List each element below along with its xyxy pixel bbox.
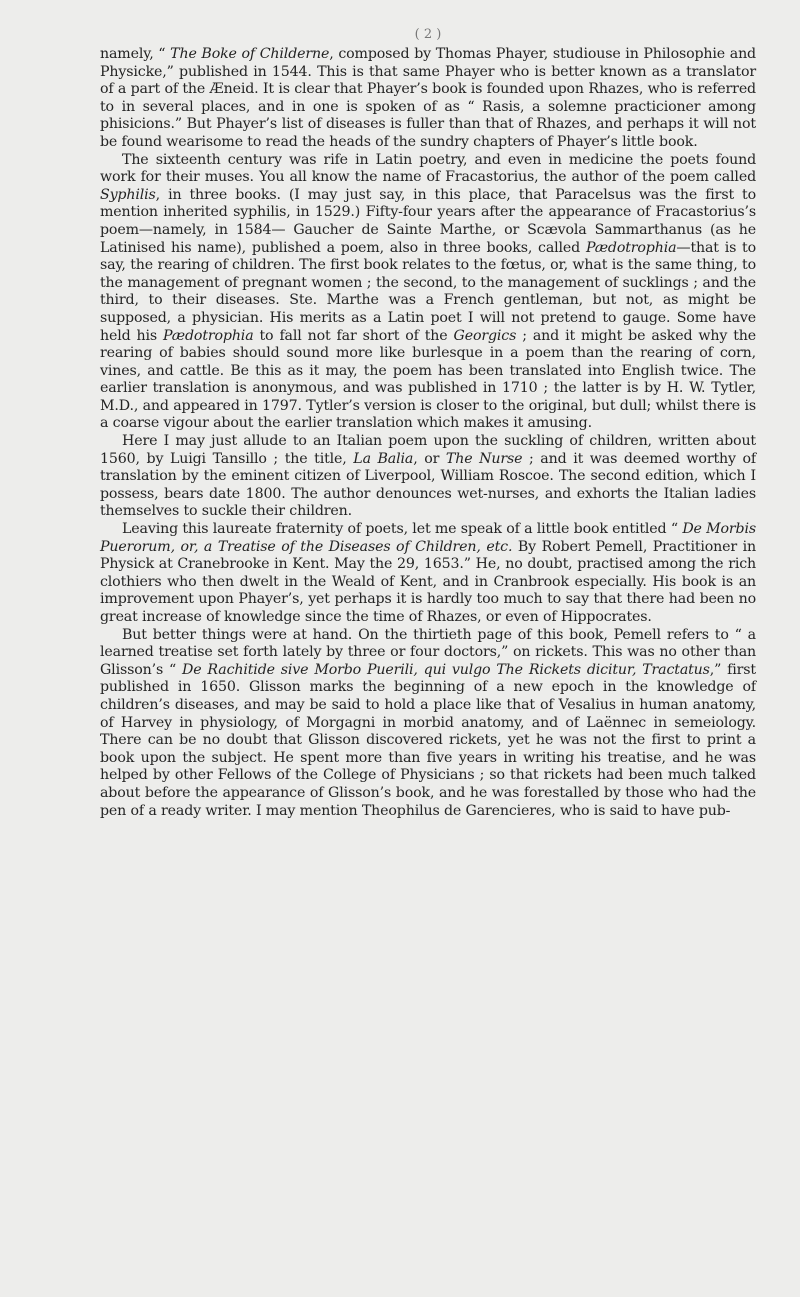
italic-run: Georgics [453,327,517,344]
italic-run: Syphilis [100,186,156,203]
text-run: ; and it might be asked why the rearing of babies should sound more like burlesque in a poem than the rearing of corn, vines, and cattle. Be this as it may, the poem has been translated into English twice. The earlier translation is anonymous, and was published in 1710 ; the latter is by H. W. Tytler, M.D., and appeared in 1797. Tytler’s version is closer to the original, but dull; whilst there is a coarse vigour about the earlier translation which makes it amusing. [100,327,756,432]
text-run: , composed by Thomas Phayer, studiouse in Philosophie and Physicke,” published in 1544. This is that same Phayer who is better known as a translator of a part of the Æneid. It is clear that Phayer’s book is founded upon Rhazes, who is referred to in several places, and in one is spoken of as “ Rasis, a solemne practicioner among phisicions.” But Phayer’s list of diseases is fuller than that of Rhazes, and perhaps it will not be found wearisome to read the heads of the sundry chapters of Phayer’s little book. [100,46,756,150]
text-run: The sixteenth century was rife in Latin poetry, and even in medicine the poets found work for their muses. You all know the name of Fracastorius, the author of the poem called [100,151,756,186]
italic-run: De Morbis Puerorum, or, a Treatise of the Diseases of Children, etc. [100,521,757,555]
text-run: to fall not far short of the [253,327,454,344]
text-run: ; and it was deemed worthy of translation by the eminent citizen of Liverpool, William Roscoe. The second edition, which I possess, bears date 1800. The author denounces wet-nurses, and exhorts the Italian ladies themselves to suckle their children. [100,450,756,520]
page-number: ( 2 ) [414,27,442,42]
italic-run: The Boke of Childerne [170,46,330,62]
text-run: —that is to say, the rearing of children. The first book relates to the fœtus, or, what is the same thing, to the management of pregnant women ; the second, to the management of sucklings ; and the third, to their diseases. Ste. Marthe was a French gentleman, but not, as might be supposed, a physician. His merits as a Latin poet I will not pretend to gauge. Some have held his [100,239,756,344]
text-run: But better things were at hand. On the thirtieth page of this book, Pemell refers to “ a learned treatise set forth lately by three or four doctors,” on rickets. This was no other than Glisson’s “ [100,626,756,678]
paragraph-3 [100,433,756,521]
paragraph-5 [100,627,756,821]
italic-run: The Nurse [445,450,523,467]
text-run: , or [413,450,446,467]
italic-run: La Balia [353,450,414,467]
text-run: , in three books. (I may just say, in this place, that Paracelsus was the first to mention inherited syphilis, in 1529.) Fifty-four years after the appearance of Fracastorius’s poem—namely, in 1584— Gaucher de Sainte Marthe, or Scævola Sammarthanus (as he Latinised his name), published a poem, also in three books, called [100,186,756,256]
text-run: Here I may just allude to an Italian poem upon the suckling of children, written about 1560, by Luigi Tansillo ; the title, [100,433,756,467]
paragraph-2 [100,152,756,434]
paragraph-1 [100,46,756,152]
text-run: By Robert Pemell, Practitioner in Physick at Cranebrooke in Kent. May the 29, 1653.” He, no doubt, practised among the rich clothiers who then dwelt in the Weald of Kent, and in Cranbrook especially. His book is an improvement upon Phayer’s, yet perhaps it is hardly too much to say that there had been no great increase of knowledge since the time of Rhazes, or even of Hippocrates. [100,538,756,625]
text-run: ,” first published in 1650. Glisson marks the beginning of a new epoch in the knowledge of children’s diseases, and may be said to hold a place like that of Vesalius in human anatomy, of Harvey in physiology, of Morgagni in morbid anatomy, and of Laënnec in semeiology. There can be no doubt that Glisson discovered rickets, yet he was not the first to print a book upon the subject. He spent more than five years in writing his treatise, and he was helped by other Fellows of the College of Physicians ; so that rickets had been much talked about before the appearance of Glisson’s book, and he was forestalled by those who had the pen of a ready writer. I may mention Theophilus de Garencieres, who is said to have pub- [100,661,756,819]
text-run: Leaving this laureate fraternity of poets, let me speak of a little book entitled “ [122,521,683,538]
paragraph-4 [100,521,756,627]
italic-run: Pædotrophia [585,239,677,256]
text-run: namely, “ [100,46,171,62]
italic-run: De Rachitide sive Morbo Puerili, qui vulgo The Rickets dicitur, Tractatus [182,661,710,678]
body-text [100,46,756,820]
italic-run: Pædotrophia [163,327,254,344]
